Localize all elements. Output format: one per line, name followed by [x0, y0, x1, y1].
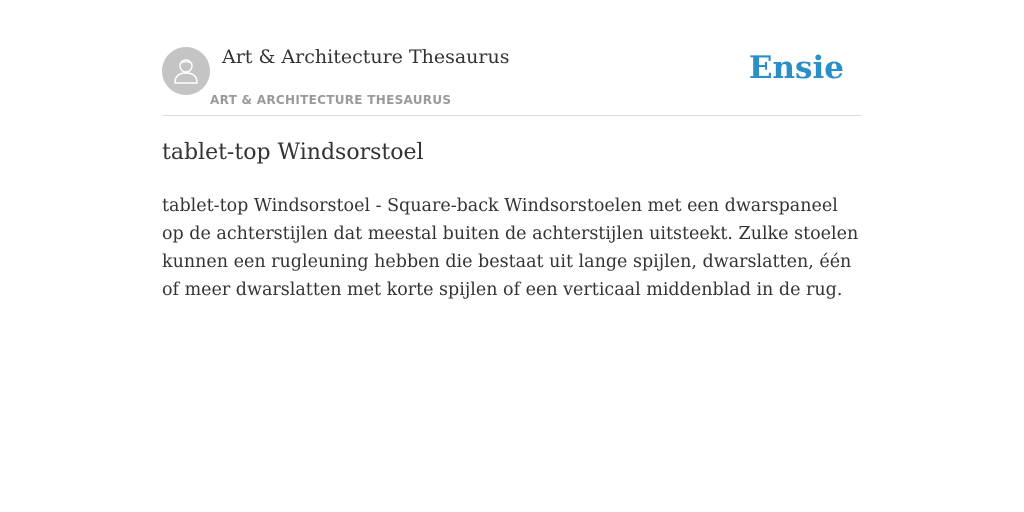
- user-avatar-icon: [171, 56, 201, 86]
- author-header: [162, 40, 862, 116]
- page-title: tablet-top Windsorstoel: [162, 140, 424, 165]
- ensie-logo[interactable]: Ensie: [748, 50, 844, 86]
- author-subtitle: ART & ARCHITECTURE THESAURUS: [210, 93, 452, 107]
- author-name-link[interactable]: Art & Architecture Thesaurus: [222, 46, 510, 68]
- article-body: tablet-top Windsorstoel - Square-back Windsorstoelen met een dwarspaneel op de achterstijlen dat meestal buiten de achterstijlen uitsteekt. Zulke stoelen kunnen een rugleuning hebben die bestaat uit lange spijlen, dwarslatten, één of meer dwarslatten met korte spijlen of een verticaal middenblad in de rug.: [162, 196, 859, 300]
- avatar[interactable]: [162, 47, 210, 95]
